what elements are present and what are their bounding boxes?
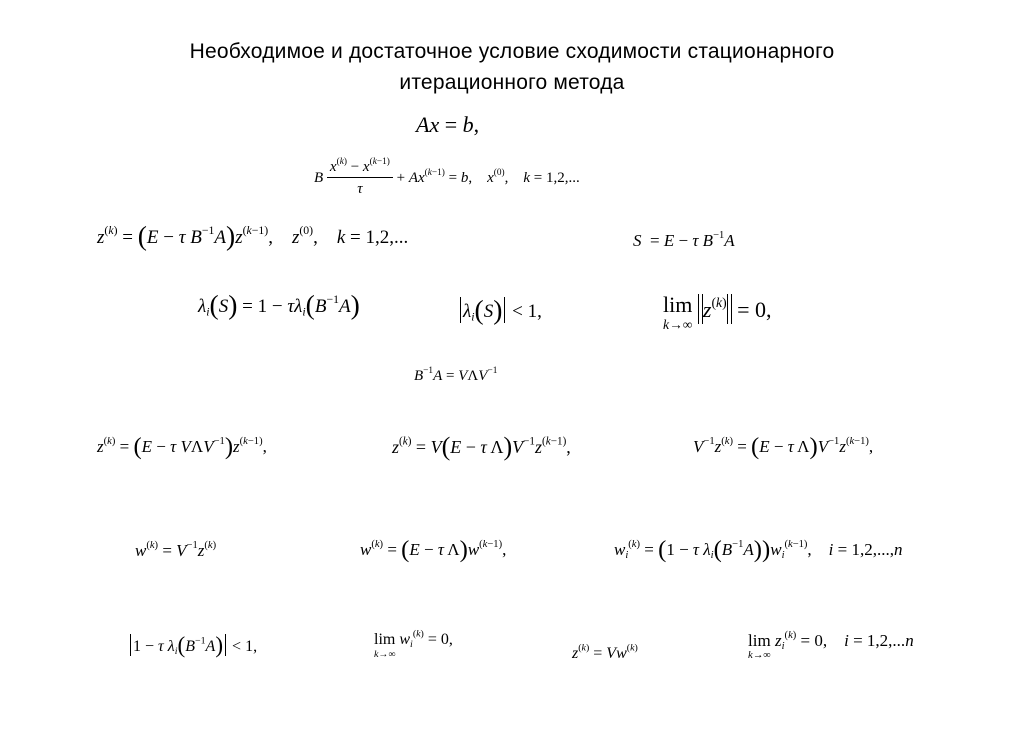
equation-iteration-scheme: B $\frac{x^{(k)} - x^{(k-1)}}{\tau}$ + $Ax^{(k-1)} = b$, $x^{(0)}$, k = 1,2,... [314, 157, 580, 197]
equation-spectral-condition: $\lambda_i(S) < 1$, [458, 297, 542, 323]
equation-system: Ax = b, [416, 112, 480, 137]
equation-limit-w: lim k→∞ $w_i^{(k)} = 0$, [374, 628, 453, 660]
title-line-1: Необходимое и достаточное условие сходимости стационарного [189, 40, 835, 63]
equation-eigen-condition: 1 − τ $\lambda_i(B^{-1}A) < 1$, [128, 634, 257, 656]
slide-title [0, 36, 1024, 98]
equation-eigenvalues: $\lambda_i(S) = 1 - \tau\lambda_i(B^{-1}A)$ [198, 289, 360, 321]
equation-change-of-variables: $w^{(k)} = V^{-1}z^{(k)}$ [135, 540, 217, 560]
equation-componentwise: $w_i^{(k)} = (1 - \tau$ $\lambda_i(B^{-1}A))w_i^{(k-1)}$, i = 1,2,...,n [614, 535, 903, 563]
equation-transition-matrix: S = E − τ $B^{-1}A$ [633, 230, 735, 250]
equation-factored: $z^{(k)} = V(E - \tau$ $\Lambda)V^{-1}z^{(k-1)}$, [392, 432, 571, 462]
equation-error-recursion: $z^{(k)} = (E - \tau$ $B^{-1}A)z^{(k-1)}$, $z^{(0)}$, k = 1,2,... [97, 220, 409, 252]
equation-premultiplied: $V^{-1}z^{(k)} = (E - \tau$ $\Lambda)V^{-1}z^{(k-1)}$, [693, 432, 874, 460]
equation-w-recursion: $w^{(k)} = (E - \tau$ $\Lambda)w^{(k-1)}$, [360, 535, 507, 563]
equation-diagonalization: $B^{-1}A = V\Lambda V^{-1}$ [414, 366, 498, 384]
equation-limit-norm: lim k→∞ $z^{(k)} = 0$, [663, 292, 772, 332]
equation-back-substitution: $z^{(k)} = Vw^{(k)}$ [572, 642, 638, 662]
title-line-2: итерационного метода [399, 71, 625, 94]
equation-substitution: $z^{(k)} = (E - \tau$ $V\Lambda V^{-1})z^{(k-1)}$, [97, 432, 267, 460]
equation-limit-z: lim k→∞ $z_i^{(k)} = 0$, i = 1,2,...n [748, 630, 914, 661]
